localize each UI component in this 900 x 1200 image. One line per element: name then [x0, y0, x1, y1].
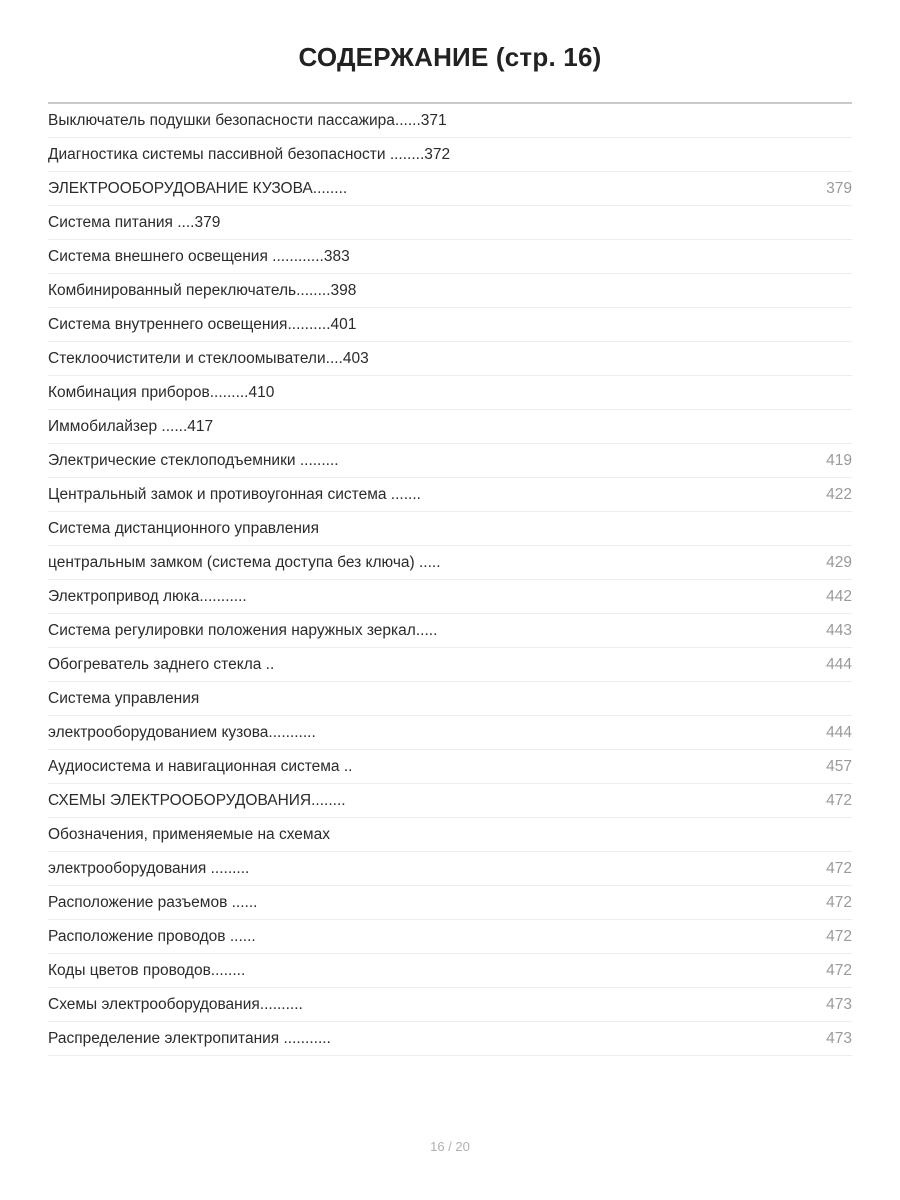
toc-entry[interactable]	[48, 1022, 852, 1056]
toc-entry[interactable]	[48, 342, 852, 376]
toc-entry-label: центральным замком (система доступа без ключа) .....	[48, 554, 441, 571]
toc-entry[interactable]	[48, 240, 852, 274]
toc-entry[interactable]	[48, 104, 852, 138]
toc-entry-page-number: 472	[826, 792, 852, 809]
toc-entry-label: Система питания ....379	[48, 214, 221, 231]
toc-entry[interactable]	[48, 988, 852, 1022]
toc-entry[interactable]	[48, 138, 852, 172]
toc-entry[interactable]	[48, 172, 852, 206]
table-of-contents	[0, 104, 900, 1056]
toc-entry[interactable]	[48, 614, 852, 648]
toc-entry-label: Система внешнего освещения ............383	[48, 248, 350, 265]
toc-entry-page-number: 473	[826, 1030, 852, 1047]
toc-entry[interactable]	[48, 376, 852, 410]
toc-entry[interactable]	[48, 750, 852, 784]
toc-entry[interactable]	[48, 920, 852, 954]
toc-entry-page-number: 443	[826, 622, 852, 639]
toc-entry-page-number: 444	[826, 724, 852, 741]
toc-entry-label: Расположение проводов ......	[48, 928, 256, 945]
toc-entry-label: Диагностика системы пассивной безопасности ........372	[48, 146, 451, 163]
toc-entry-label: Аудиосистема и навигационная система ..	[48, 758, 353, 775]
toc-entry-label: Электропривод люка...........	[48, 588, 247, 605]
toc-entry[interactable]	[48, 308, 852, 342]
toc-entry-label: Стеклоочистители и стеклоомыватели....403	[48, 350, 369, 367]
toc-entry-label: Комбинация приборов.........410	[48, 384, 275, 401]
toc-entry-label: Коды цветов проводов........	[48, 962, 246, 979]
toc-entry-page-number: 379	[826, 180, 852, 197]
toc-entry[interactable]	[48, 954, 852, 988]
toc-entry-label: Электрические стеклоподъемники .........	[48, 452, 339, 469]
page-footer: 16 / 20	[430, 1139, 470, 1154]
toc-entry-page-number: 429	[826, 554, 852, 571]
toc-entry-page-number: 442	[826, 588, 852, 605]
toc-entry-label: Расположение разъемов ......	[48, 894, 258, 911]
toc-entry-label: Распределение электропитания ...........	[48, 1030, 331, 1047]
toc-entry-page-number: 472	[826, 894, 852, 911]
toc-entry-label: Система внутреннего освещения..........401	[48, 316, 357, 333]
toc-entry-page-number: 457	[826, 758, 852, 775]
toc-entry-label: Система управления	[48, 690, 200, 707]
toc-entry[interactable]	[48, 478, 852, 512]
toc-entry-label: Система дистанционного управления	[48, 520, 319, 537]
toc-entry[interactable]	[48, 444, 852, 478]
toc-entry-page-number: 472	[826, 928, 852, 945]
toc-entry[interactable]	[48, 580, 852, 614]
toc-entry-page-number: 444	[826, 656, 852, 673]
toc-entry[interactable]	[48, 818, 852, 852]
toc-entry-label: электрооборудованием кузова...........	[48, 724, 316, 741]
toc-entry[interactable]	[48, 512, 852, 546]
toc-entry-label: электрооборудования .........	[48, 860, 250, 877]
toc-entry-page-number: 472	[826, 962, 852, 979]
toc-entry-page-number: 419	[826, 452, 852, 469]
toc-entry-label: Обозначения, применяемые на схемах	[48, 826, 330, 843]
toc-entry-label: Центральный замок и противоугонная система .......	[48, 486, 421, 503]
toc-entry[interactable]	[48, 852, 852, 886]
toc-entry-label: ЭЛЕКТРООБОРУДОВАНИЕ КУЗОВА........	[48, 180, 348, 197]
toc-entry-page-number: 473	[826, 996, 852, 1013]
toc-entry[interactable]	[48, 648, 852, 682]
page-title: СОДЕРЖАНИЕ (стр. 16)	[298, 42, 602, 72]
toc-entry-label: Комбинированный переключатель........398	[48, 282, 357, 299]
toc-entry[interactable]	[48, 716, 852, 750]
toc-entry-page-number: 472	[826, 860, 852, 877]
toc-entry[interactable]	[48, 546, 852, 580]
toc-entry-label: Выключатель подушки безопасности пассажира......371	[48, 112, 447, 129]
toc-entry-label: Обогреватель заднего стекла ..	[48, 656, 275, 673]
toc-entry-label: Система регулировки положения наружных зеркал.....	[48, 622, 438, 639]
toc-entry-label: СХЕМЫ ЭЛЕКТРООБОРУДОВАНИЯ........	[48, 792, 346, 809]
toc-entry-label: Схемы электрооборудования..........	[48, 996, 303, 1013]
toc-entry[interactable]	[48, 410, 852, 444]
toc-entry[interactable]	[48, 206, 852, 240]
toc-entry[interactable]	[48, 274, 852, 308]
toc-entry[interactable]	[48, 682, 852, 716]
toc-entry-label: Иммобилайзер ......417	[48, 418, 214, 435]
toc-entry-page-number: 422	[826, 486, 852, 503]
toc-entry[interactable]	[48, 784, 852, 818]
toc-entry[interactable]	[48, 886, 852, 920]
